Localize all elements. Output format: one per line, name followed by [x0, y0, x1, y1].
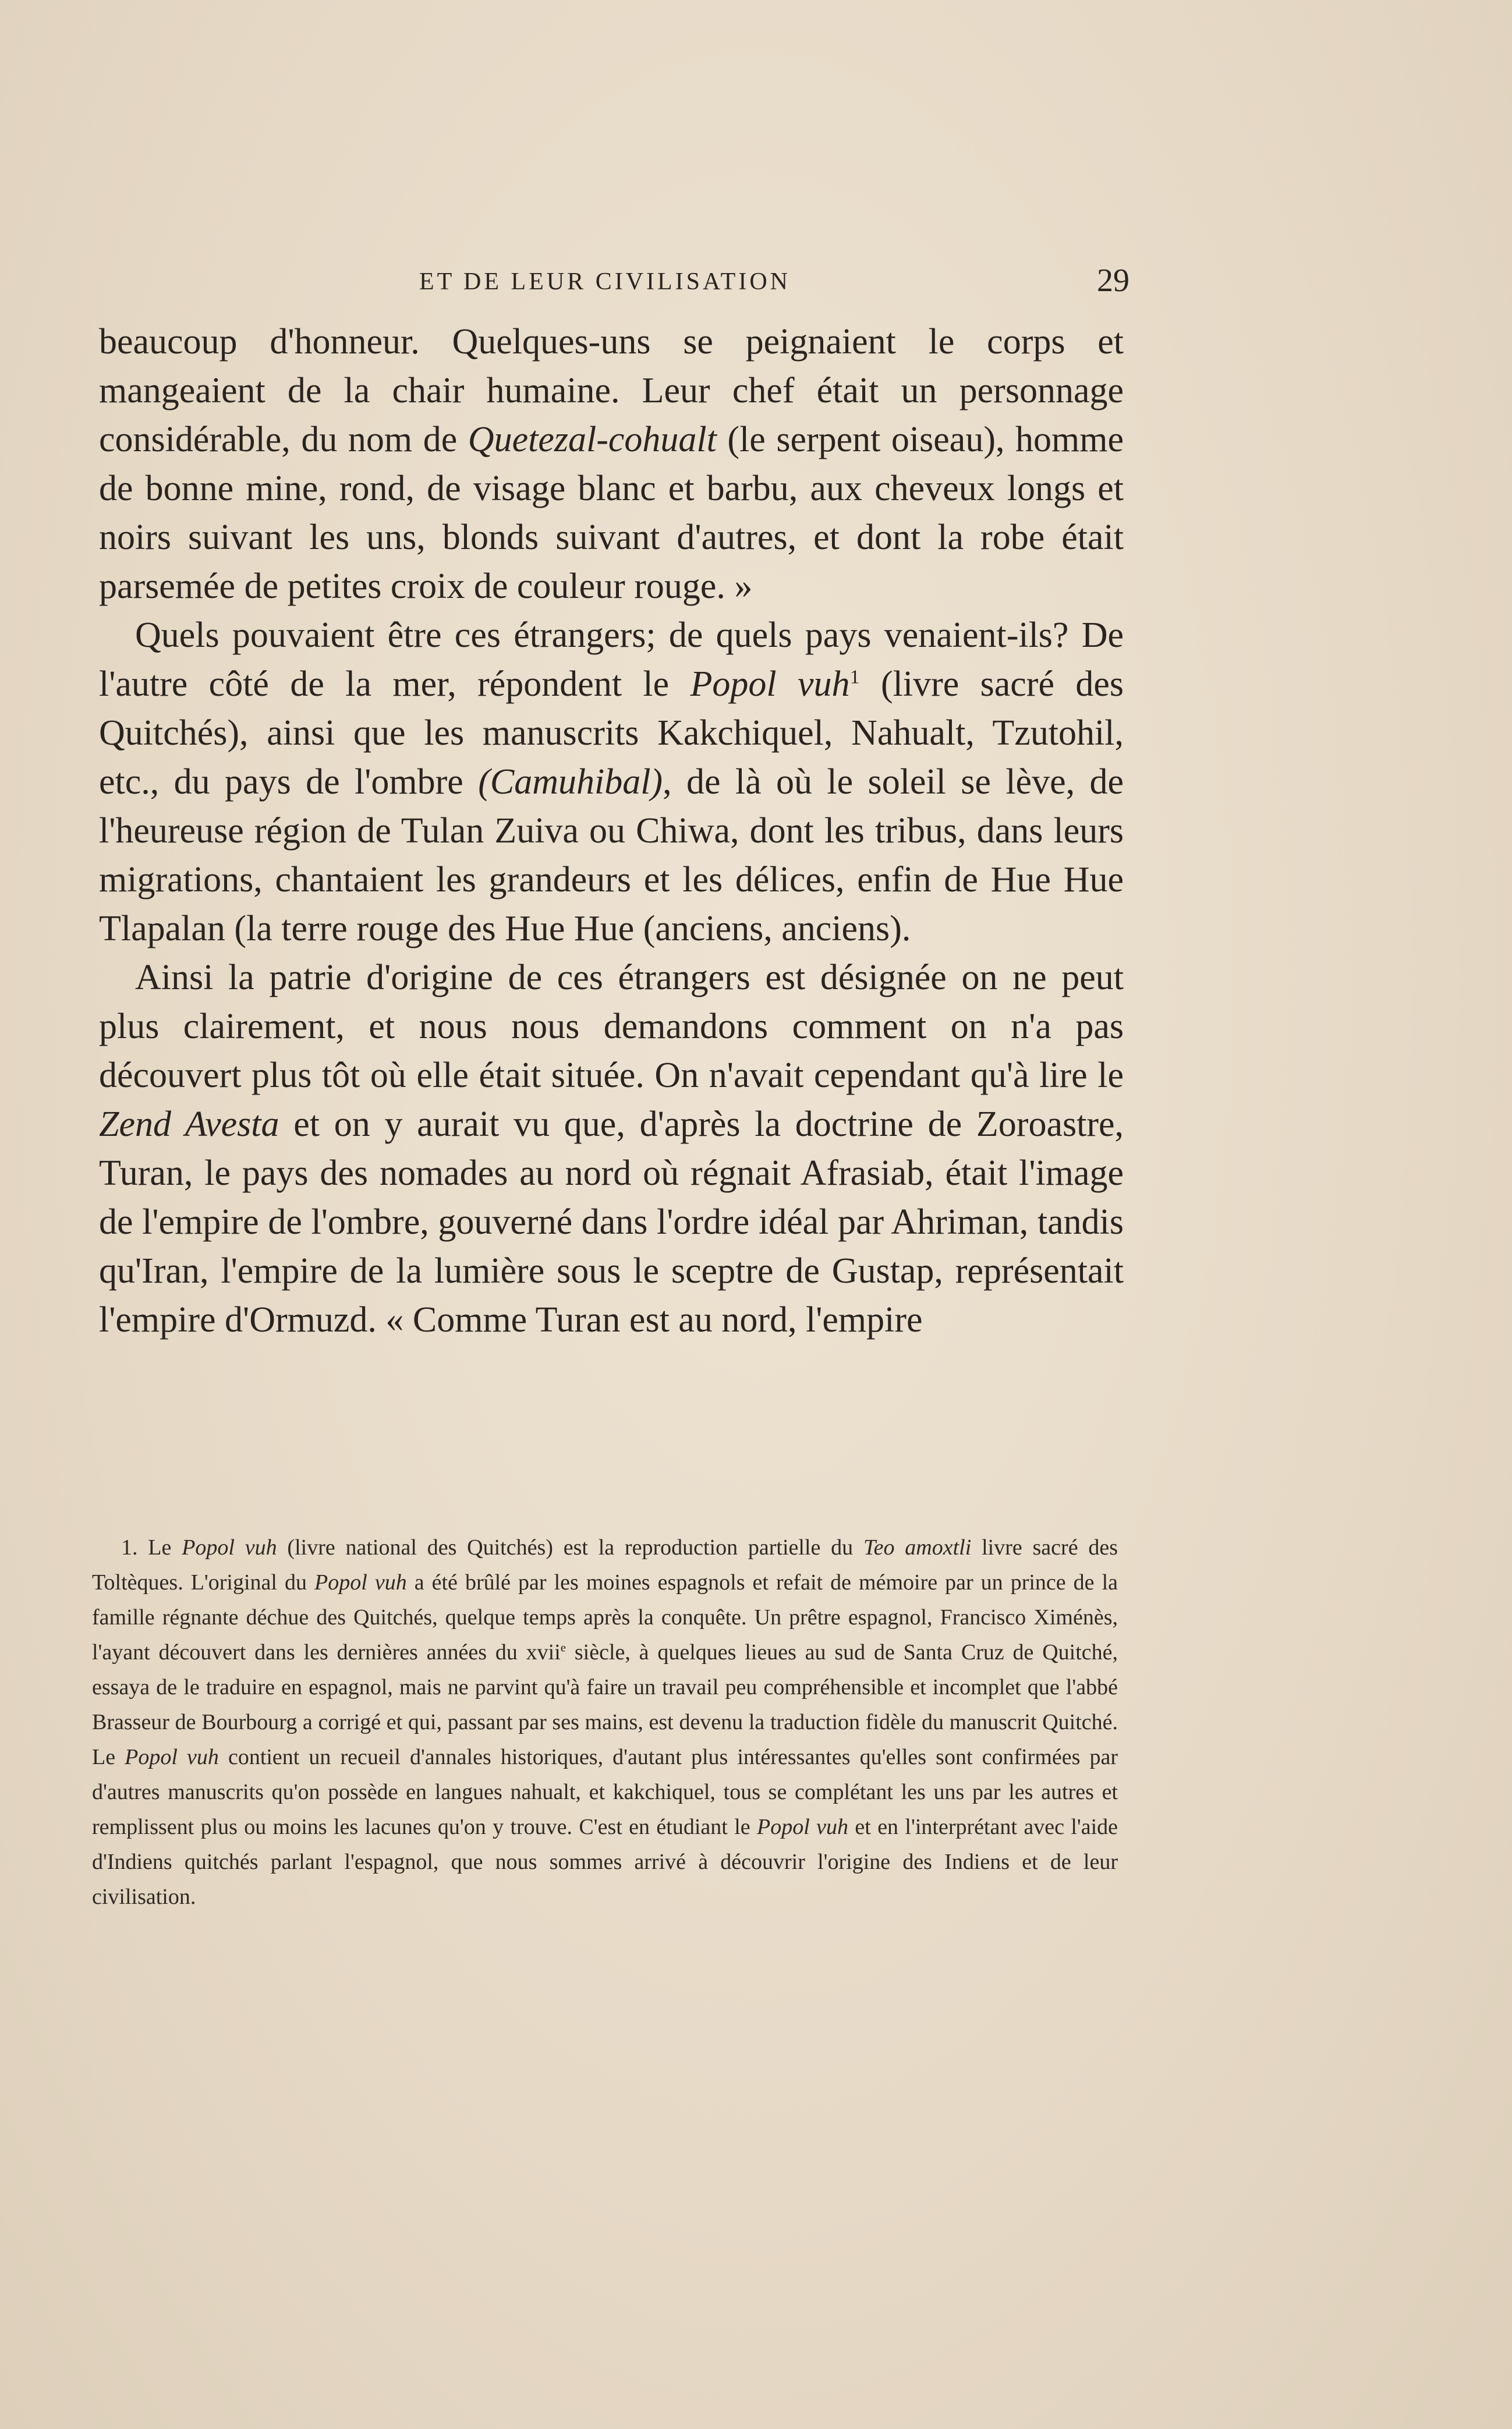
body-text [99, 317, 1124, 1344]
running-head [99, 262, 1129, 303]
footnote [92, 1530, 1118, 1914]
paragraph-1: beaucoup d'honneur. Quelques-uns se peignaient le corps et mangeaient de la chair humaine. Leur chef était un personnage considérable, du nom de Quetezal-cohualt (le serpent oiseau), homme de bonne mine, rond, de visage blanc et barbu, aux cheveux longs et noirs suivant les uns, blonds suivant d'autres, et dont la robe était parsemée de petites croix de couleur rouge. » [99, 322, 1124, 606]
page-number: 29 [1097, 263, 1129, 299]
name-quetezal: Quetezal-cohualt [468, 420, 717, 459]
term-camuhibal: (Camuhibal) [478, 762, 663, 802]
title-zend-avesta: Zend Avesta [99, 1104, 279, 1144]
paragraph-2: Quels pouvaient être ces étrangers; de quels pays venaient-ils? De l'autre côté de la mer, répondent le Popol vuh$^1$ (livre sacré des Quitchés), ainsi que les manuscrits Kakchiquel, Nahualt, Tzutohil, etc., du pays de l'ombre (Camuhibal), de là où le soleil se lève, de l'heureuse région de Tulan Zuiva ou Chiwa, dont les tribus, dans leurs migrations, chantaient les grandeurs et les délices, enfin de Hue Hue Tlapalan (la terre rouge des Hue Hue (anciens, anciens). [99, 615, 1124, 948]
footnote-1: 1. Le Popol vuh (livre national des Quitchés) est la reproduction partielle du Teo amoxtli livre sacré des Toltèques. L'original du Popol vuh a été brûlé par les moines espagnols et refait de mémoire par un prince de la famille régnante déchue des Quitchés, quelque temps après la conquête. Un prêtre espagnol, Francisco Ximénès, l'ayant découvert dans les dernières années du xvii$^e$ siècle, à quelques lieues au sud de Santa Cruz de Quitché, essaya de le traduire en espagnol, mais ne parvint qu'à faire un travail peu compréhensible et incomplet que l'abbé Brasseur de Bourbourg a corrigé et qui, passant par ses mains, est devenu la traduction fidèle du manuscrit Quitché. Le Popol vuh contient un recueil d'annales historiques, d'autant plus intéressantes qu'elles sont confirmées par d'autres manuscrits qu'on possède en langues nahualt, et kakchiquel, tous se complétant les uns par les autres et remplissent plus ou moins les lacunes qu'on y trouve. C'est en étudiant le Popol vuh et en l'interprétant avec l'aide d'Indiens quitchés parlant l'espagnol, que nous sommes arrivé à découvrir l'origine des Indiens et de leur civilisation. [92, 1535, 1118, 1909]
paragraph-3: Ainsi la patrie d'origine de ces étrangers est désignée on ne peut plus clairement, et nous nous demandons comment on n'a pas découvert plus tôt où elle était située. On n'avait cependant qu'à lire le Zend Avesta et on y aurait vu que, d'après la doctrine de Zoroastre, Turan, le pays des nomades au nord où régnait Afrasiab, était l'image de l'empire de l'ombre, gouverné dans l'ordre idéal par Ahriman, tandis qu'Iran, l'empire de la lumière sous le sceptre de Gustap, représentait l'empire d'Ormuzd. « Comme Turan est au nord, l'empire [99, 958, 1124, 1340]
title-popol-vuh: Popol vuh [690, 664, 850, 704]
footnote-ref: 1 [849, 666, 860, 688]
running-title: ET DE LEUR CIVILISATION [419, 268, 791, 295]
